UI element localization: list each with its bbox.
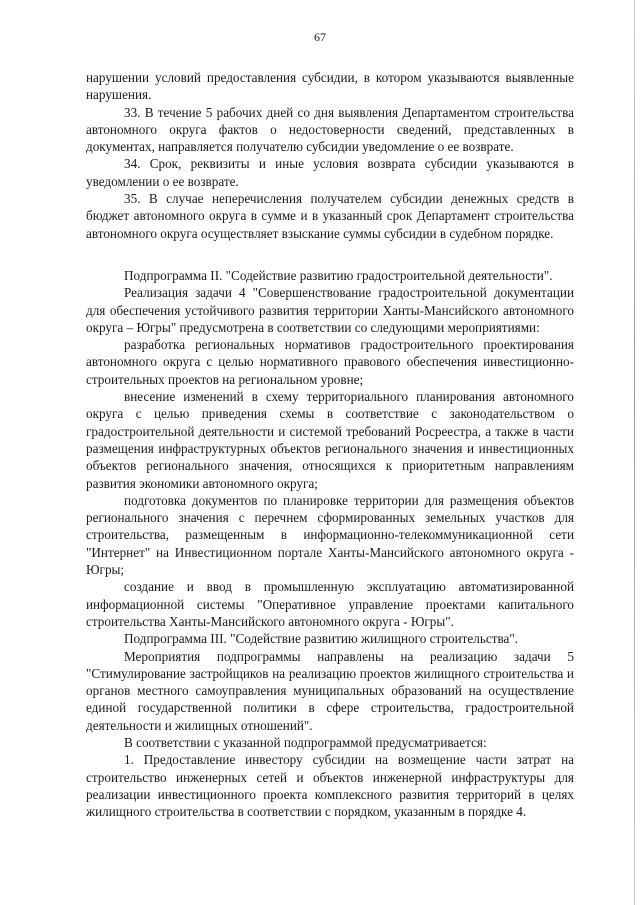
paragraph-item-34: 34. Срок, реквизиты и иные условия возврата субсидии указываются в уведомлении о ее возврате. xyxy=(86,156,574,189)
paragraph-measure-1: разработка региональных нормативов градостроительного проектирования автономного округа с целью нормативного правового обеспечения инвестиционно-строительных проектов на региональном уровне; xyxy=(86,337,574,387)
paragraph-provisions-intro: В соответствии с указанной подпрограммой предусматривается: xyxy=(124,734,487,750)
scan-edge-line xyxy=(634,0,635,905)
paragraph-item-33: 33. В течение 5 рабочих дней со дня выявления Департаментом строительства автономного округа фактов о недостоверности сведений, представленных в документах, направляется получателю субсидии уведомление о ее возврате. xyxy=(86,104,574,155)
paragraph-task-5: Мероприятия подпрограммы направлены на реализацию задачи 5 "Стимулирование застройщиков на реализацию проектов жилищного строительства и органов местного самоуправления муниципальных образований на осуществление единой государственной политики в сфере строительства, градостроительной деятельности и жилищных отношений". xyxy=(86,648,574,733)
paragraph-continuation: нарушении условий предоставления субсидии, в котором указываются выявленные нарушения. xyxy=(86,70,574,103)
document-body xyxy=(86,69,574,820)
paragraph-measure-2: внесение изменений в схему территориального планирования автономного округа с целью приведения схемы в соответствие с законодательством о градостроительной деятельности и системой требований Росреестра, а также в части размещения инфраструктурных объектов регионального значения и инвестиционных объектов регионального значения, относящихся к приоритетным направлениям развития экономики автономного округа; xyxy=(86,389,574,491)
paragraph-measure-3: подготовка документов по планировке территории для размещения объектов регионального значения с перечнем сформированных земельных участков для строительства, размещенным в информационно-телекоммуникационной сети "Интернет" на Инвестиционном портале Ханты-Мансийского автономного округа - Югры; xyxy=(86,492,574,578)
subprogram-2-heading: Подпрограмма II. "Содействие развитию градостроительной деятельности". xyxy=(124,267,553,283)
page-number: 67 xyxy=(314,30,326,44)
paragraph-measure-4: создание и ввод в промышленную эксплуатацию автоматизированной информационной системы "Оперативное управление проектами капитального строительства Ханты-Мансийского автономного округа - Югры". xyxy=(86,579,574,629)
paragraph-provision-1: 1. Предоставление инвестору субсидии на возмещение части затрат на строительство инженерных сетей и объектов инженерной инфраструктуры для реализации инвестиционного проекта комплексного развития территорий в целях жилищного строительства в соответствии с порядком, указанным в порядке 4. xyxy=(86,752,574,820)
subprogram-3-heading: Подпрограмма III. "Содействие развитию жилищного строительства". xyxy=(124,631,519,647)
paragraph-item-35: 35. В случае неперечисления получателем субсидии денежных средств в бюджет автономного округа в сумме и в указанный срок Департамент строительства автономного округа осуществляет взыскание суммы субсидии в судебном порядке. xyxy=(86,191,574,241)
paragraph-task-4: Реализация задачи 4 "Совершенствование градостроительной документации для обеспечения устойчивого развития территории Ханты-Мансийского автономного округа – Югры" предусмотрена в соответствии со следующими мероприятиями: xyxy=(86,285,574,335)
